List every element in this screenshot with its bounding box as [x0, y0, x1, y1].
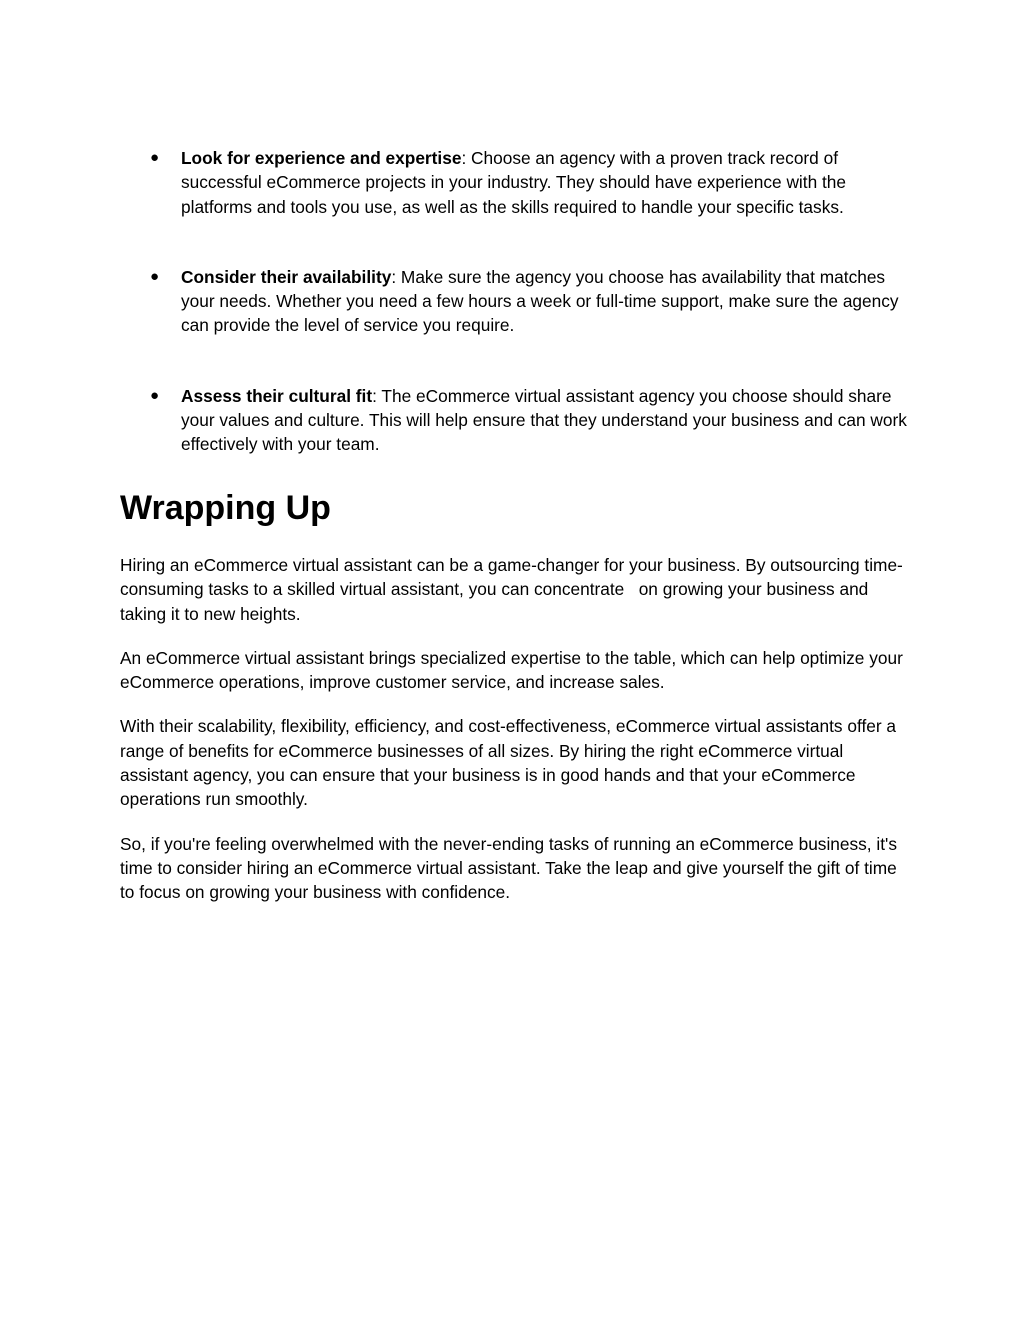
bullet-icon: ●	[150, 149, 160, 166]
list-item	[150, 384, 910, 457]
bullet-icon: ●	[150, 267, 160, 285]
bullet-term: Assess their cultural fit	[181, 385, 373, 406]
paragraph: With their scalability, flexibility, efficiency, and cost-effectiveness, eCommerce virtual assistants offer a range of benefits for eCommerce businesses of all sizes. By hiring the right eCommerce virtual assistant agency, you can ensure that your business is in good hands and that your eCommerce operations run smoothly.	[120, 716, 901, 810]
bullet-term: Consider their availability	[181, 266, 392, 287]
bullet-text: : Make sure the agency you choose has availability that matches your needs. Whether you need a few hours a week or full-time support, make sure the agency can provide the level of service you require.	[181, 266, 899, 336]
bullet-icon: ●	[150, 386, 160, 404]
list-item	[150, 146, 910, 219]
paragraph: An eCommerce virtual assistant brings specialized expertise to the table, which can help optimize your eCommerce operations, improve customer service, and increase sales.	[120, 647, 908, 693]
body-text	[120, 553, 910, 925]
paragraph: So, if you're feeling overwhelmed with the never-ending tasks of running an eCommerce business, it's time to consider hiring an eCommerce virtual assistant. Take the leap and give yourself the gift of time to focus on growing your business with confidence.	[120, 833, 902, 903]
list-item	[150, 265, 910, 338]
bullet-term: Look for experience and expertise	[181, 148, 462, 168]
bullet-text: : Choose an agency with a proven track record of successful eCommerce projects in your industry. They should have experience with the platforms and tools you use, as well as the skills required to handle your specific tasks.	[181, 148, 847, 217]
tips-list	[150, 146, 910, 457]
section-heading: Wrapping Up	[120, 489, 331, 527]
bullet-text: : The eCommerce virtual assistant agency you choose should share your values and culture. This will help ensure that they understand your business and can work effectively with your team.	[181, 385, 907, 455]
paragraph: Hiring an eCommerce virtual assistant can be a game-changer for your business. By outsourcing time-consuming tasks to a skilled virtual assistant, you can concentrate on growing your business and taking it to new heights.	[120, 555, 903, 624]
